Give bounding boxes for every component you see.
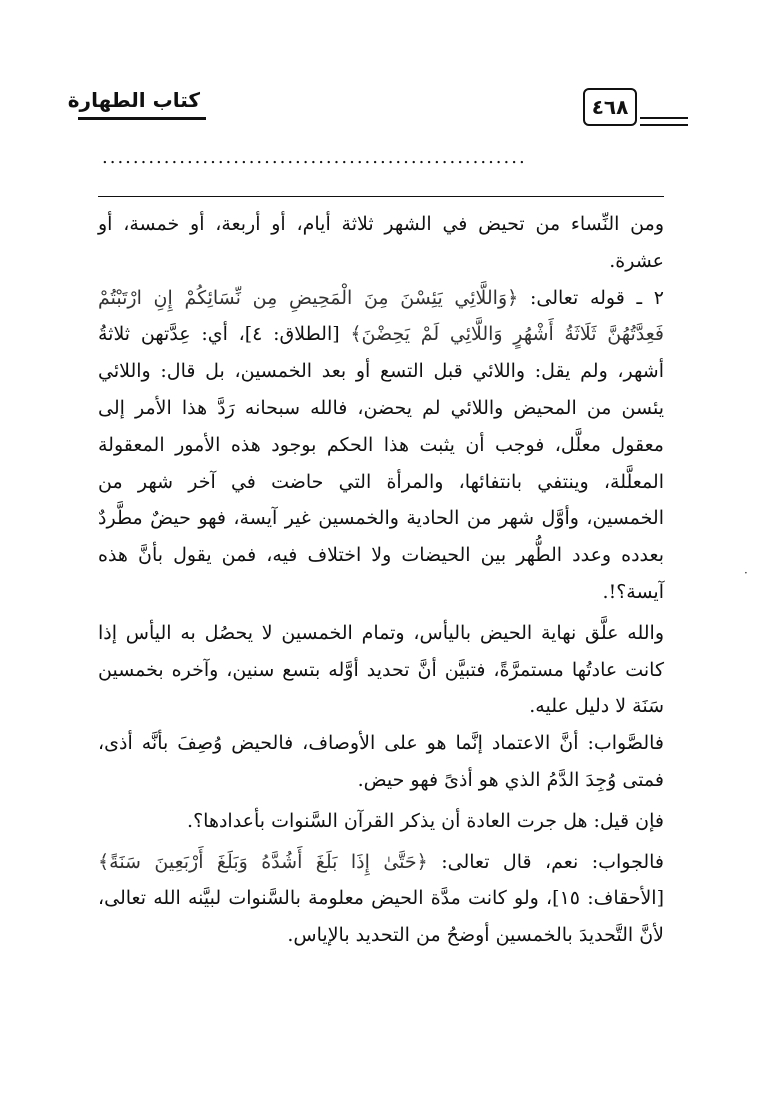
dotted-separator: .......................................................: [102, 148, 527, 168]
running-head-underline: [78, 117, 206, 120]
header-divider: [98, 196, 664, 197]
verse-reference-talaq: [الطلاق: ٤]: [244, 323, 340, 346]
running-head-book-title: كتاب الطهارة: [67, 88, 200, 112]
paragraph-6-intro: فالجواب: نعم، قال تعالى:: [441, 850, 665, 873]
header-rule-bottom: [640, 124, 688, 126]
paragraph-2: [98, 280, 664, 611]
paragraph-6-text: ، ولو كانت مدَّة الحيض معلومة بالسَّنوات لبيَّنه الله تعالى، لأنَّ التَّحديدَ بالخمسين أوضحُ من التحديد بالإياس.: [98, 887, 664, 947]
paragraph-5: فإن قيل: هل جرت العادة أن يذكر القرآن السَّنوات بأعدادها؟.: [187, 809, 664, 832]
paragraph-3: والله علَّق نهاية الحيض باليأس، وتمام الخمسين لا يحصُل به اليأس إذا كانت عادتُها مستمرَّةً، فتبيَّن أنَّ تحديد أوَّله بتسع سنين، وآخره بخمسين سَنَة لا دليل عليه.: [98, 621, 664, 718]
paragraph-2-intro: ٢ ـ قوله تعالى:: [529, 286, 664, 309]
paragraph-2-text: ، أي: عِدَّتهن ثلاثةُ أشهر، ولم يقل: واللائي قبل التسع أو بعد الخمسين، بل قال: واللائي يئسن من المحيض واللائي لم يحضن، فالله سبحانه رَدَّ هذا الأمر إلى معقول معلَّل، فوجب أن يثبت هذا الحكم بوجود هذه الأمور المعقولة المعلَّلة، وينتفي بانتفائها، والمرأة التي حاضت في آخر شهر من الخمسين، وأوَّل شهر من الحادية والخمسين غير آيسة، فهو حيضٌ مطَّردٌ بعدده وعدد الطُّهر بين الحيضات ولا اختلاف فيه، فمن يقول بأنَّ هذه آيسة؟!.: [98, 323, 664, 603]
page-body: [98, 206, 664, 954]
verse-reference-ahqaf: [الأحقاف: ١٥]: [552, 887, 665, 910]
margin-mark: ·: [744, 566, 748, 580]
paragraph-6: [98, 844, 664, 954]
quran-verse-ahqaf: ﴿حَتَّىٰ إِذَا بَلَغَ أَشُدَّهُ وَبَلَغَ أَرْبَعِينَ سَنَةً﴾: [98, 850, 428, 873]
page-number: ٤٦٨: [591, 95, 629, 119]
paragraph-1: ومن النِّساء من تحيض في الشهر ثلاثة أيام، أو أربعة، أو خمسة، أو عشرة.: [98, 213, 664, 272]
page-number-box: [583, 88, 637, 126]
paragraph-4: فالصَّواب: أنَّ الاعتماد إنَّما هو على الأوصاف، فالحيض وُصِفَ بأنَّه أذى، فمتى وُجِدَ الدَّمُ الذي هو أذىً فهو حيض.: [98, 732, 664, 791]
quran-verse-talaq: ﴿وَاللَّائِي يَئِسْنَ مِنَ الْمَحِيضِ مِن نِّسَائِكُمْ إِنِ ارْتَبْتُمْ فَعِدَّتُهُنَّ ثَلَاثَةُ أَشْهُرٍ وَاللَّائِي لَمْ يَحِضْنَ﴾: [98, 286, 664, 346]
header-rule-top: [640, 117, 688, 119]
